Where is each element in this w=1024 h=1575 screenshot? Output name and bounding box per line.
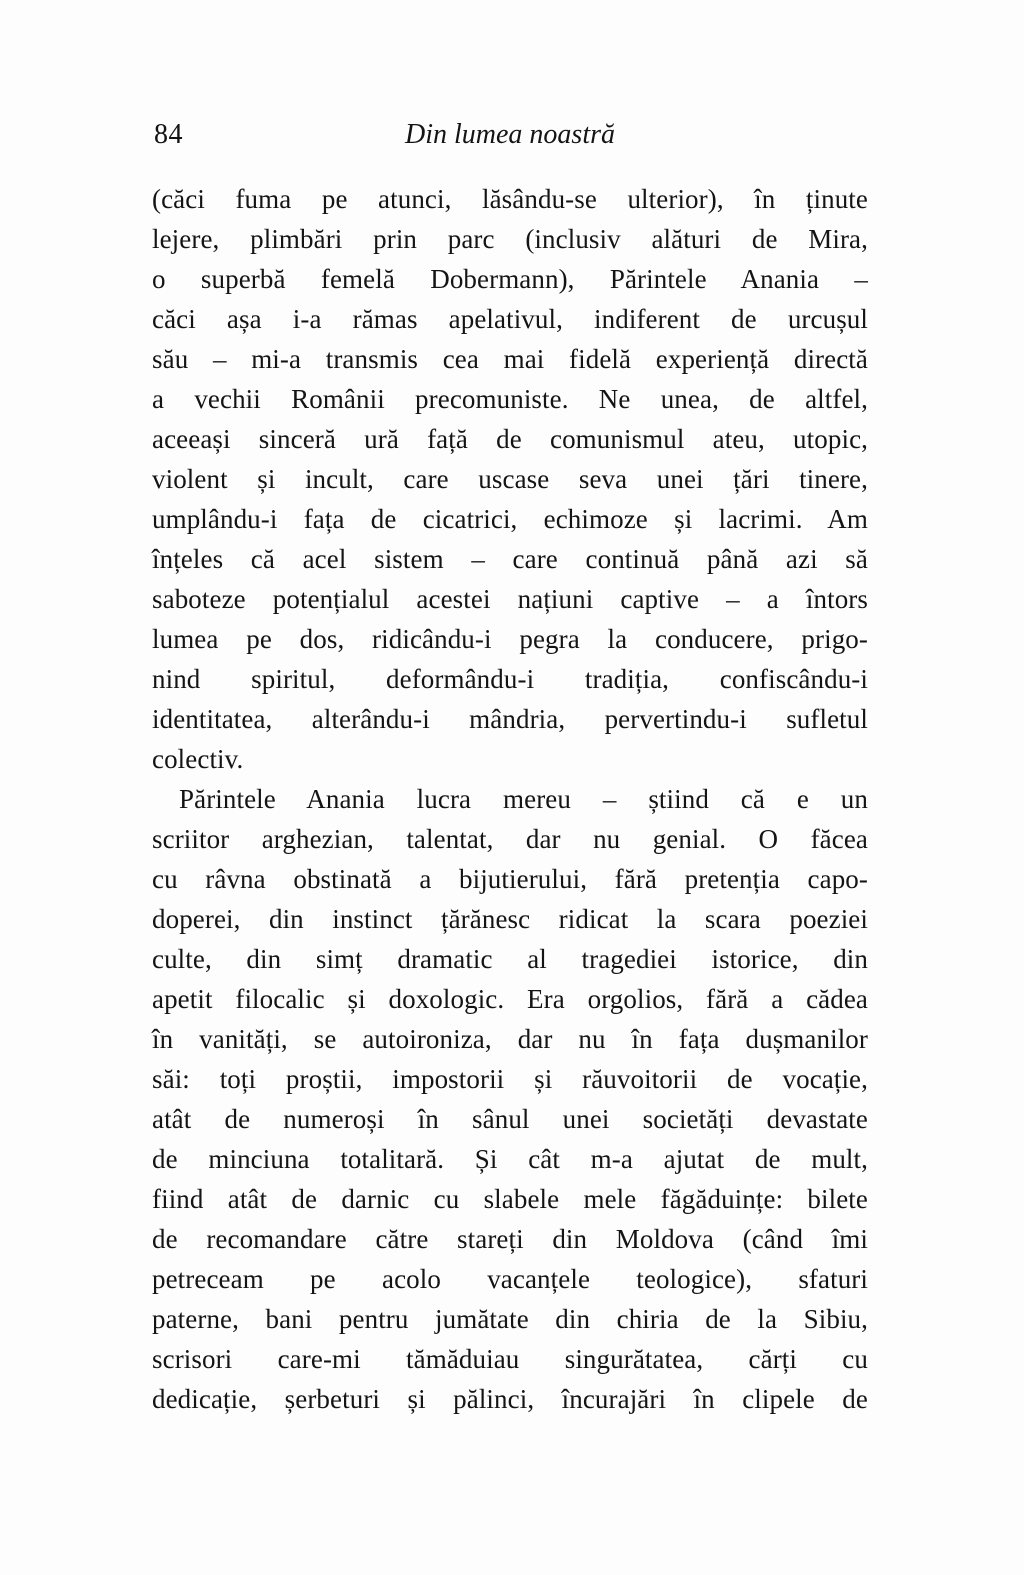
text-line: (căci fuma pe atunci, lăsându-se ulterior), în ținute — [152, 184, 868, 214]
text-line: colectiv. — [152, 744, 244, 774]
text-line: dedicație, șerbeturi și pălinci, încurajări în clipele de — [152, 1384, 868, 1414]
text-line: atât de numeroși în sânul unei societăți devastate — [152, 1104, 868, 1134]
text-line: saboteze potențialul acestei națiuni captive – a întors — [152, 584, 868, 614]
running-header-title: Din lumea noastră — [405, 119, 615, 150]
text-line: petreceam pe acolo vacanțele teologice), sfaturi — [152, 1264, 868, 1294]
text-line: nind spiritul, deformându-i tradiția, confiscându-i — [152, 664, 868, 694]
text-line: violent și incult, care uscase seva unei țări tinere, — [152, 464, 868, 494]
text-line: fiind atât de darnic cu slabele mele făgăduințe: bilete — [152, 1184, 868, 1214]
text-line: înțeles că acel sistem – care continuă până azi să — [152, 544, 868, 574]
text-line: în vanități, se autoironiza, dar nu în fața dușmanilor — [152, 1024, 868, 1054]
text-line: lejere, plimbări prin parc (inclusiv alături de Mira, — [152, 224, 868, 254]
text-line: lumea pe dos, ridicându-i pegra la conducere, prigo- — [152, 624, 868, 654]
text-line: de minciuna totalitară. Și cât m-a ajutat de mult, — [152, 1144, 868, 1174]
text-line: său – mi-a transmis cea mai fidelă experiență directă — [152, 344, 868, 374]
text-line: identitatea, alterându-i mândria, pervertindu-i sufletul — [152, 704, 868, 734]
text-line: cu râvna obstinată a bijutierului, fără pretenția capo- — [152, 864, 868, 894]
text-line: de recomandare către stareți din Moldova (când îmi — [152, 1224, 868, 1254]
text-line: Părintele Anania lucra mereu – știind că e un — [179, 784, 868, 814]
text-line: săi: toți proștii, impostorii și răuvoitorii de vocație, — [152, 1064, 868, 1094]
text-line: paterne, bani pentru jumătate din chiria de la Sibiu, — [152, 1304, 868, 1334]
text-line: apetit filocalic și doxologic. Era orgolios, fără a cădea — [152, 984, 868, 1014]
text-line: scriitor arghezian, talentat, dar nu genial. O făcea — [152, 824, 868, 854]
text-line: umplându-i fața de cicatrici, echimoze și lacrimi. Am — [152, 504, 868, 534]
text-line: a vechii Românii precomuniste. Ne unea, de altfel, — [152, 384, 868, 414]
text-line: aceeași sinceră ură față de comunismul ateu, utopic, — [152, 424, 868, 454]
text-line: culte, din simț dramatic al tragediei istorice, din — [152, 944, 868, 974]
text-line: o superbă femelă Dobermann), Părintele Anania – — [152, 264, 868, 294]
page-number: 84 — [154, 119, 183, 150]
text-line: scrisori care-mi tămăduiau singurătatea, cărți cu — [152, 1344, 868, 1374]
text-line: doperei, din instinct țărănesc ridicat la scara poeziei — [152, 904, 868, 934]
text-line: căci așa i-a rămas apelativul, indiferent de urcușul — [152, 304, 868, 334]
running-header — [152, 118, 868, 156]
body-text-block — [152, 179, 868, 1419]
